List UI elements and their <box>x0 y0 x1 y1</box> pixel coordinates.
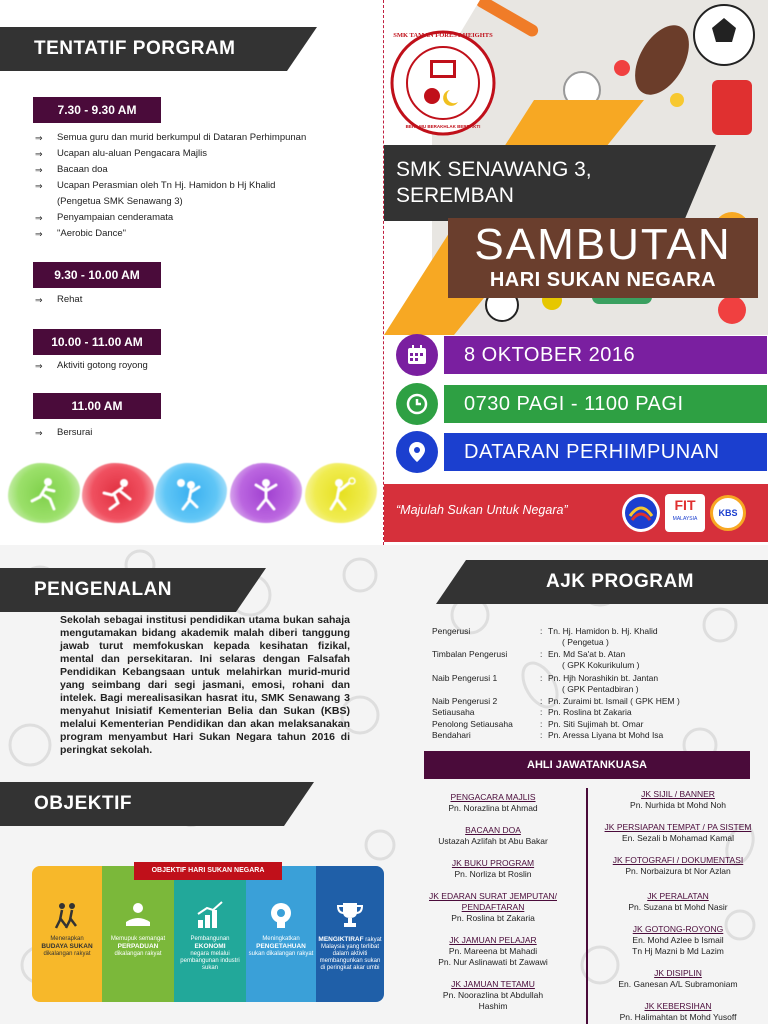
gymnast-splash-icon <box>230 463 302 523</box>
time-slot-4: 11.00 AM <box>33 393 161 419</box>
venue-bar: DATARAN PERHIMPUNAN <box>444 433 767 471</box>
ahli-jawatankuasa-bar: AHLI JAWATANKUASA <box>424 751 750 779</box>
arrow-icon: ⇒ <box>35 213 43 223</box>
handshake-icon <box>123 900 153 930</box>
committee-member: En. Mohd Azlee b Ismail <box>632 935 724 945</box>
list-item: ⇒ Rehat <box>35 292 335 308</box>
trophy-icon <box>335 900 365 930</box>
arrow-icon: ⇒ <box>35 229 43 239</box>
objektif-card-5: MENGIKTIRAF rakyat Malaysia yang terlibat dalam aktiviti membangunkan sukan di peringkat akar umbi <box>316 866 384 1002</box>
time-slot-2: 9.30 - 10.00 AM <box>33 262 161 288</box>
objektif-card-3: Pembangunan EKONOMI negara melalui pembangunan industri sukan <box>174 866 246 1002</box>
time-icon-circle <box>396 383 438 425</box>
sprint-splash-icon <box>82 463 154 523</box>
ajk-title: AJK PROGRAM <box>546 571 695 592</box>
committee-heading: JK GOTONG-ROYONG <box>632 924 724 934</box>
arrow-icon: ⇒ <box>35 361 43 371</box>
committee-heading: JK PERALATAN <box>647 891 709 901</box>
location-pin-icon <box>406 441 428 463</box>
committee-member: Pn. Norliza bt Roslin <box>454 869 532 879</box>
committee-member: En. Ganesan A/L Subramoniam <box>618 979 738 989</box>
arrow-icon: ⇒ <box>35 295 43 305</box>
arrow-icon: ⇒ <box>35 133 43 143</box>
crest-bottom-text: BERILMU BERAKHLAK BERBAKTI <box>405 124 481 129</box>
kbs-logo <box>710 495 746 531</box>
time-slot-3: 10.00 - 11.00 AM <box>33 329 161 355</box>
committee-heading: JK FOTOGRAFI / DOKUMENTASI <box>612 855 744 865</box>
date-icon-circle <box>396 334 438 376</box>
objektif-title: OBJEKTIF <box>34 793 132 814</box>
ajk-title-bar <box>466 560 768 604</box>
growth-chart-icon <box>195 900 225 930</box>
volleyball-splash-icon <box>155 463 227 523</box>
committee-heading: JK KEBERSIHAN <box>644 1001 712 1011</box>
school-line-2: SEREMBAN <box>396 184 514 207</box>
running-splash-icon <box>8 463 80 523</box>
committee-heading: JK EDARAN SURAT JEMPUTAN/ PENDAFTARAN <box>429 891 557 912</box>
committee-member: Hashim <box>478 1001 508 1011</box>
fit-malaysia-logo <box>665 494 705 532</box>
time-slot-1: 7.30 - 9.30 AM <box>33 97 161 123</box>
school-crest <box>390 30 496 136</box>
committee-heading: BACAAN DOA <box>465 825 521 835</box>
committee-member: Pn. Suzana bt Mohd Nasir <box>628 902 728 912</box>
list-item: ⇒ "Aerobic Dance" <box>35 226 365 242</box>
ajk-title-notch <box>436 560 466 604</box>
sprinter-icon <box>100 477 136 511</box>
committee-member: Pn. Nur Aslinawati bt Zawawi <box>438 957 548 967</box>
national-sports-day-logo-icon <box>622 494 660 532</box>
list-item: ⇒ Bacaan doa <box>35 162 365 178</box>
volleyball-player-icon <box>173 477 209 511</box>
program-title: TENTATIF PORGRAM <box>34 38 236 59</box>
arrow-icon: ⇒ <box>35 165 43 175</box>
fit-logo-text: FIT <box>674 497 696 513</box>
objektif-title-bar <box>0 782 284 826</box>
fit-logo-subtext: MALAYSIA <box>672 516 698 522</box>
objektif-infographic <box>32 862 384 1006</box>
committee-heading: JK SIJIL / BANNER <box>641 789 715 799</box>
committee-heading: JK JAMUAN TETAMU <box>451 979 535 989</box>
committee-member: Pn. Noorazlina bt Abdullah <box>442 990 544 1000</box>
arrow-icon: ⇒ <box>35 149 43 159</box>
calendar-icon <box>406 344 428 366</box>
crest-emblem-icon <box>390 30 496 136</box>
committee-heading: PENGACARA MAJLIS <box>450 792 536 802</box>
committee-heading: JK BUKU PROGRAM <box>451 858 535 868</box>
committee-member: En. Sezali b Mohamad Kamal <box>622 833 734 843</box>
slot-1-list <box>35 130 365 242</box>
event-title-box <box>448 218 758 298</box>
intro-title-bar <box>0 568 236 612</box>
committee-member: Pn. Roslina bt Zakaria <box>451 913 535 923</box>
badminton-player-icon <box>323 477 359 511</box>
badminton-splash-icon <box>305 463 377 523</box>
kbs-logo-text: KBS <box>718 508 738 518</box>
date-bar: 8 OKTOBER 2016 <box>444 336 767 374</box>
committee-heading: JK JAMUAN PELAJAR <box>449 935 537 945</box>
list-item: ⇒ Semua guru dan murid berkumpul di Dataran Perhimpunan <box>35 130 365 146</box>
slot-3-list <box>35 358 335 374</box>
list-item: ⇒ Penyampaian cenderamata <box>35 210 365 226</box>
objektif-card-1: Menerapkan BUDAYA SUKAN dikalangan rakyat <box>32 866 102 1002</box>
list-item: ⇒ Aktiviti gotong royong <box>35 358 335 374</box>
runners-icon <box>52 900 82 930</box>
intro-paragraph: Sekolah sebagai institusi pendidikan utama bukan sahaja mengutamakan bidang akademik malah diberi tanggung jawab turut memfokuskan kepada kesihatan fizikal, mental dan persekitaran. Ini selaras dengan Falsafah Pendidikan Kebangsaan untuk melahirkan murid-murid yang seimbang dari segi jasmani, emosi, rohani dan intelek. Bagi merealisasikan hasrat itu, SMK Senawang 3 menyahut Inisiatif Kementerian Belia dan Sukan (KBS) melalui Kementerian Pendidikan dan akan melaksanakan program menyambut Hari Sukan Negara tahun 2016 di peringkat sekolah. <box>60 614 350 756</box>
time-bar: 0730 PAGI - 1100 PAGI <box>444 385 767 423</box>
arrow-icon: ⇒ <box>35 428 43 438</box>
committee-heading: JK PERSIAPAN TEMPAT / PA SISTEM <box>604 822 752 832</box>
program-title-bar <box>0 27 287 71</box>
objektif-banner: OBJEKTIF HARI SUKAN NEGARA <box>134 862 282 880</box>
venue-icon-circle <box>396 431 438 473</box>
list-item: ⇒ Ucapan alu-aluan Pengacara Majlis <box>35 146 365 162</box>
committee-member: Pn. Halimahtan bt Mohd Yusoff <box>619 1012 737 1022</box>
intro-title: PENGENALAN <box>34 579 173 600</box>
hari-sukan-logo <box>622 494 660 532</box>
school-name-box <box>384 145 684 221</box>
event-title-sub: HARI SUKAN NEGARA <box>489 269 717 291</box>
runner-icon <box>26 477 62 511</box>
committee-heading: JK DISIPLIN <box>654 968 702 978</box>
head-idea-icon <box>266 900 296 930</box>
list-item: ⇒ Bersurai <box>35 425 335 441</box>
arrow-icon: ⇒ <box>35 181 43 191</box>
school-line-1: SMK SENAWANG 3, <box>396 158 592 181</box>
committee-member: Pn. Norbaizura bt Nor Azlan <box>625 866 731 876</box>
list-item: ⇒ Ucapan Perasmian oleh Tn Hj. Hamidon b Hj Khalid (Pengetua SMK Senawang 3) <box>35 180 276 207</box>
motto-text: “Majulah Sukan Untuk Negara” <box>396 503 568 517</box>
event-title-main: SAMBUTAN <box>474 220 732 269</box>
objektif-card-4: Meningkatkan PENGETAHUAN sukan dikalangan rakyat <box>246 866 316 1002</box>
gymnast-icon <box>248 477 284 511</box>
clock-icon <box>406 393 428 415</box>
slot-2-list <box>35 292 335 308</box>
committee-member: Tn Hj Mazni b Md Lazim <box>632 946 724 956</box>
committee-member: Ustazah Azlifah bt Abu Bakar <box>438 836 548 846</box>
objektif-card-2: Memupuk semangat PERPADUAN dikalangan rakyat <box>102 866 174 1002</box>
slot-4-list <box>35 425 335 441</box>
committee-member: Pn. Nurhida bt Mohd Noh <box>630 800 726 810</box>
committee-member: Pn. Norazlina bt Ahmad <box>448 803 538 813</box>
committee-member: Pn. Mareena bt Mahadi <box>448 946 538 956</box>
crest-top-text: SMK TAMAN FOREST HEIGHTS <box>393 32 493 39</box>
